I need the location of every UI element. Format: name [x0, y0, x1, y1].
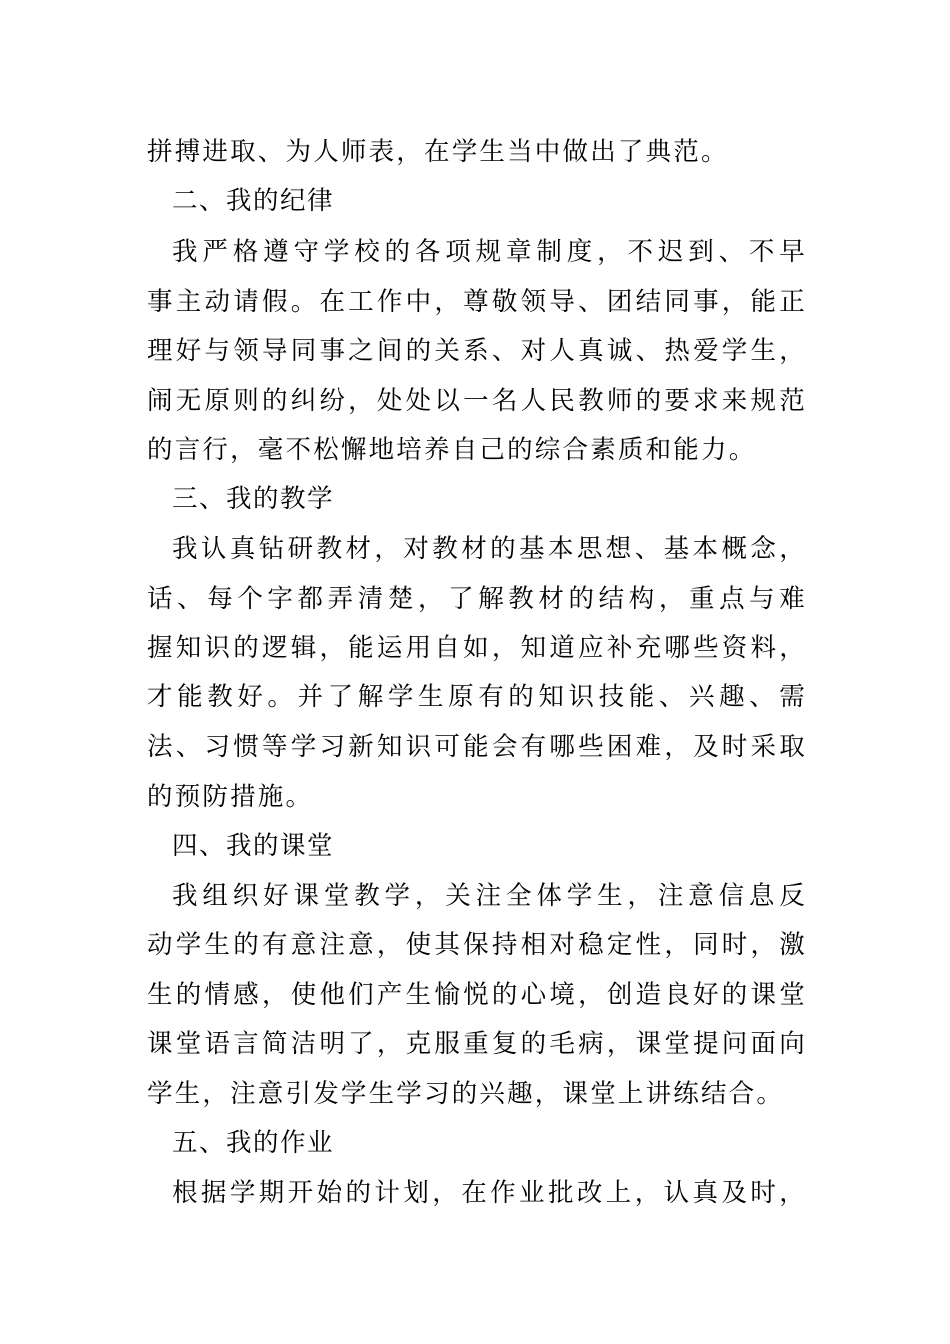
paragraph-line: 闹无原则的纠纷，处处以一名人民教师的要求来规范 [147, 386, 807, 416]
paragraph-line: 的言行，毫不松懈地培养自己的综合素质和能力。 [147, 435, 757, 465]
paragraph-line: 学生，注意引发学生学习的兴趣，课堂上讲练结合。 [147, 1079, 785, 1109]
paragraph-line: 的预防措施。 [147, 782, 314, 812]
paragraph-line: 课堂语言简洁明了，克服重复的毛病，课堂提问面向 [147, 1029, 807, 1059]
section-heading: 二、我的纪律 [172, 186, 335, 216]
paragraph-line: 拼搏进取、为人师表，在学生当中做出了典范。 [147, 137, 729, 167]
section-heading: 三、我的教学 [172, 484, 335, 514]
paragraph-line: 动学生的有意注意，使其保持相对稳定性，同时，激 [147, 930, 807, 960]
paragraph-line: 根据学期开始的计划，在作业批改上，认真及时， [172, 1178, 807, 1208]
paragraph-line: 我组织好课堂教学，关注全体学生，注意信息反 [172, 881, 807, 911]
paragraph-line: 握知识的逻辑，能运用自如，知道应补充哪些资料， [147, 633, 807, 663]
paragraph-line: 法、习惯等学习新知识可能会有哪些困难，及时采取 [147, 732, 807, 762]
section-heading: 四、我的课堂 [172, 831, 335, 861]
paragraph-line: 我认真钻研教材，对教材的基本思想、基本概念， [172, 534, 807, 564]
paragraph-line: 理好与领导同事之间的关系、对人真诚、热爱学生， [147, 336, 807, 366]
paragraph-line: 我严格遵守学校的各项规章制度，不迟到、不早 [172, 237, 807, 267]
paragraph-line: 话、每个字都弄清楚，了解教材的结构，重点与难 [147, 584, 807, 614]
paragraph-line: 生的情感，使他们产生愉悦的心境，创造良好的课堂 [147, 980, 807, 1010]
paragraph-line: 事主动请假。在工作中，尊敬领导、团结同事，能正 [147, 287, 807, 317]
section-heading: 五、我的作业 [172, 1128, 335, 1158]
paragraph-line: 才能教好。并了解学生原有的知识技能、兴趣、需 [147, 682, 807, 712]
